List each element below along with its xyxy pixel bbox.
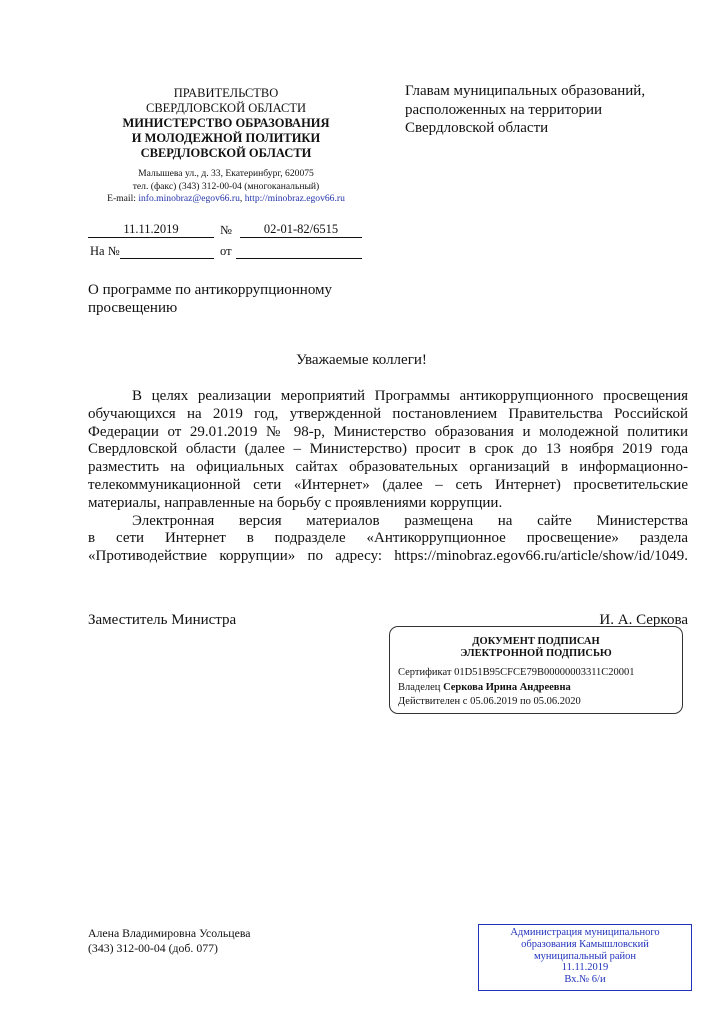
body-line: Федерации от 29.01.2019 № 98-р, Министерство образования и молодежной политики (88, 423, 688, 440)
executor-name: Алена Владимировна Усольцева (88, 926, 251, 940)
esig-title-1: ДОКУМЕНТ ПОДПИСАН (472, 636, 600, 647)
esig-owner-value: Серкова Ирина Андреевна (443, 682, 571, 693)
recipient-line-2: расположенных на территории (405, 101, 603, 118)
stamp-line-2: образования Камышловский (521, 938, 649, 950)
reg-date: 11.11.2019 (88, 222, 214, 238)
from-date-blank (236, 244, 362, 259)
gov-line-1: ПРАВИТЕЛЬСТВО (173, 86, 279, 100)
sender-contacts (86, 168, 366, 206)
greeting: Уважаемые коллеги! (296, 352, 427, 368)
body-line: материалы, направленные на борьбу с проявлениями коррупции. (88, 494, 503, 511)
esig-certificate (398, 667, 635, 678)
ref-number-blank (120, 244, 214, 259)
body-line: Свердловской области (далее – Министерство) просит в срок до 13 ноября 2019 года (88, 441, 688, 458)
esig-cert-label: Сертификат (398, 667, 452, 678)
signer-name: И. А. Серкова (599, 612, 688, 628)
sender-email-row (86, 193, 366, 206)
signer-position: Заместитель Министра (88, 612, 237, 628)
incoming-registration-stamp (478, 924, 692, 991)
electronic-signature-stamp (389, 626, 683, 714)
body-line: Электронная версия материалов размещена на сайте Министерства (132, 512, 688, 529)
ministry-line-1: МИНИСТЕРСТВО ОБРАЗОВАНИЯ (122, 116, 330, 130)
subject-line-1: О программе по антикоррупционному (88, 282, 333, 298)
recipient-block (405, 82, 705, 138)
body-line: обучающихся на 2019 год, утвержденной постановлением Правительства Российской (88, 405, 688, 422)
from-label: от (220, 244, 232, 258)
executor-phone: (343) 312-00-04 (доб. 077) (88, 941, 218, 955)
esig-title-2: ЭЛЕКТРОННОЙ ПОДПИСЬЮ (460, 648, 612, 659)
contacts-separator: , (239, 193, 243, 204)
email-link[interactable]: info.minobraz@egov66.ru (138, 193, 240, 204)
stamp-date: 11.11.2019 (561, 962, 609, 974)
sender-address: Малышева ул., д. 33, Екатеринбург, 620075 (138, 168, 314, 179)
executor-info (88, 926, 250, 956)
recipient-line-3: Свердловской области (405, 120, 549, 136)
letter-body (88, 388, 688, 566)
recipient-line-1: Главам муниципальных образований, (405, 83, 646, 99)
email-label: E-mail: (107, 193, 136, 204)
body-line: в сети Интернет в подразделе «Антикоррупционное просвещение» раздела (88, 530, 688, 547)
reg-number: 02-01-82/6515 (240, 222, 362, 238)
ministry-line-3: СВЕРДЛОВСКОЙ ОБЛАСТИ (140, 146, 312, 160)
gov-line-2: СВЕРДЛОВСКОЙ ОБЛАСТИ (145, 101, 306, 115)
stamp-line-3: муниципальный район (533, 950, 637, 962)
esig-owner (398, 682, 571, 693)
esig-validity: Действителен с 05.06.2019 по 05.06.2020 (398, 696, 581, 707)
ministry-line-2: И МОЛОДЕЖНОЙ ПОЛИТИКИ (131, 131, 321, 145)
website-link[interactable]: http://minobraz.egov66.ru (244, 193, 345, 204)
subject-line-2: просвещению (88, 300, 178, 316)
stamp-number: Вх.№ 6/и (564, 974, 606, 986)
body-line: «Противодействие коррупции» по адресу: https://minobraz.egov66.ru/article/show/id/1049. (88, 548, 688, 565)
esig-owner-label: Владелец (398, 682, 441, 693)
sender-phone: тел. (факс) (343) 312-00-04 (многоканальный) (132, 180, 320, 192)
esig-cert-value: 01D51B95CFCE79B00000003311C20001 (454, 667, 635, 678)
letter-subject (88, 281, 418, 317)
body-line: В целях реализации мероприятий Программы антикоррупционного просвещения (132, 388, 688, 404)
body-line: разместить на официальных сайтах образовательных организаций в информационно- (88, 459, 688, 476)
stamp-line-1: Администрация муниципального (510, 927, 660, 938)
sender-header (90, 86, 362, 161)
reg-number-label: № (220, 223, 232, 237)
body-line: телекоммуникационной сети «Интернет» (далее – сеть Интернет) просветительские (88, 476, 688, 493)
ref-label: На № (90, 244, 120, 258)
